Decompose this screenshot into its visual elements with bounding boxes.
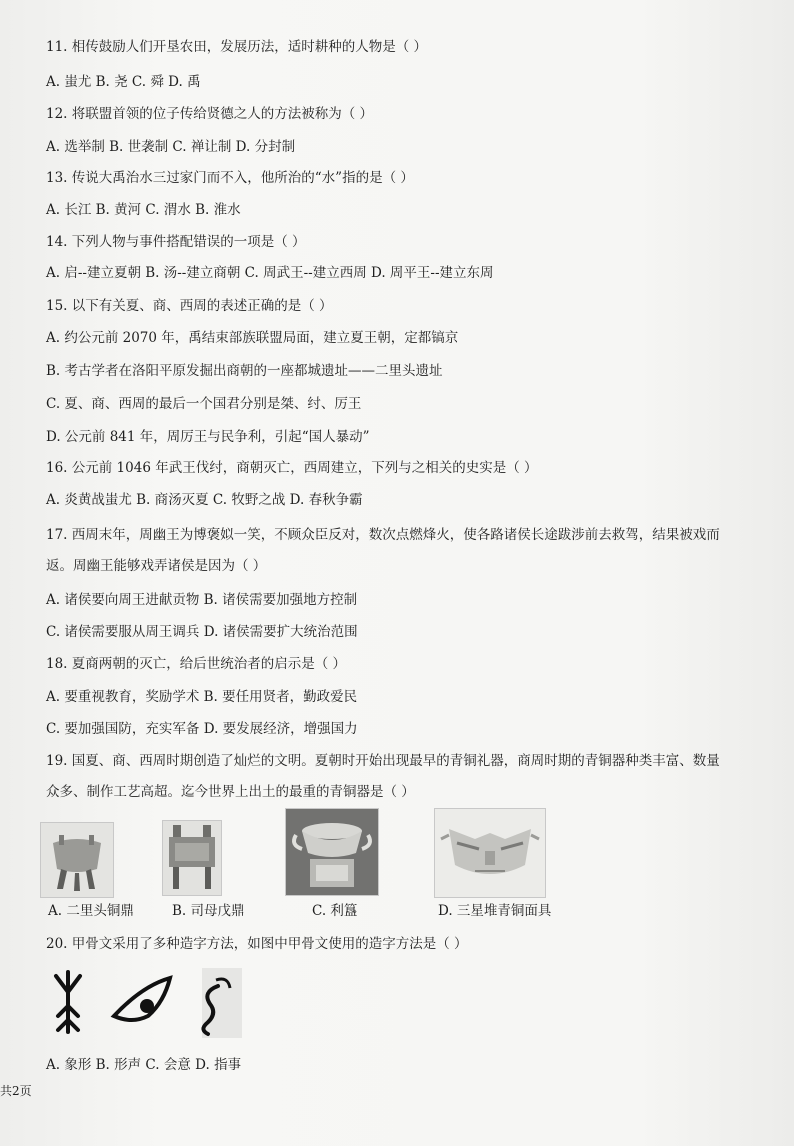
li-gui-image (285, 808, 379, 896)
question-17-options-ab: A. 诸侯要向周王进献贡物 B. 诸侯需要加强地方控制 (46, 592, 358, 608)
question-14-stem: 14. 下列人物与事件搭配错误的一项是（ ） (46, 234, 306, 250)
sanxingdui-mask-image (434, 808, 546, 898)
question-11-options: A. 蚩尤 B. 尧 C. 舜 D. 禹 (46, 74, 201, 90)
caption-b: B. 司母戊鼎 (172, 903, 245, 919)
erlitou-ding-image (40, 822, 114, 898)
question-18-stem: 18. 夏商两朝的灭亡，给后世统治者的启示是（ ） (46, 656, 347, 672)
question-20-stem: 20. 甲骨文采用了多种造字方法，如图中甲骨文使用的造字方法是（ ） (46, 936, 468, 952)
question-14-options: A. 启--建立夏朝 B. 汤--建立商朝 C. 周武王--建立西周 D. 周平王--建立东周 (46, 265, 494, 281)
question-15-option-a: A. 约公元前 2070 年，禹结束部族联盟局面，建立夏王朝，定都镐京 (46, 330, 459, 346)
simuwu-ding-image (162, 820, 222, 896)
question-15-option-c: C. 夏、商、西周的最后一个国君分别是桀、纣、厉王 (46, 396, 362, 412)
question-13-options: A. 长江 B. 黄河 C. 渭水 B. 淮水 (46, 202, 241, 218)
question-18-options-cd: C. 要加强国防，充实军备 D. 要发展经济，增强国力 (46, 721, 358, 737)
question-17-options-cd: C. 诸侯需要服从周王调兵 D. 诸侯需要扩大统治范围 (46, 624, 358, 640)
question-12-options: A. 选举制 B. 世袭制 C. 禅让制 D. 分封制 (46, 139, 296, 155)
question-19-stem: 19. 国夏、商、西周时期创造了灿烂的文明。夏朝时开始出现最早的青铜礼器，商周时期的青铜器种类丰富、数量 (46, 753, 720, 769)
question-17-stem: 17. 西周末年，周幽王为博褒姒一笑，不顾众臣反对，数次点燃烽火，使各路诸侯长途跋涉前去救驾，结果被戏而 (46, 527, 720, 543)
caption-c: C. 利簋 (312, 903, 358, 919)
caption-d: D. 三星堆青铜面具 (438, 903, 552, 919)
caption-a: A. 二里头铜鼎 (48, 903, 134, 919)
question-18-options-ab: A. 要重视教育，奖励学术 B. 要任用贤者，勤政爱民 (46, 689, 358, 705)
question-15-stem: 15. 以下有关夏、商、西周的表述正确的是（ ） (46, 298, 333, 314)
question-20-options: A. 象形 B. 形声 C. 会意 D. 指事 (46, 1057, 242, 1073)
question-15-option-b: B. 考古学者在洛阳平原发掘出商朝的一座都城遗址——二里头遗址 (46, 363, 443, 379)
question-16-stem: 16. 公元前 1046 年武王伐纣，商朝灭亡，西周建立，下列与之相关的史实是（ ） (46, 460, 538, 476)
question-16-options: A. 炎黄战蚩尤 B. 商汤灭夏 C. 牧野之战 D. 春秋争霸 (46, 492, 363, 508)
question-15-option-d: D. 公元前 841 年，周厉王与民争利，引起“国人暴动” (46, 429, 370, 445)
question-13-stem: 13. 传说大禹治水三过家门而不入，他所治的“水”指的是（ ） (46, 170, 414, 186)
oracle-bone-characters-image (52, 968, 252, 1042)
page-footer: 共2页 (0, 1084, 32, 1098)
question-17-stem-cont: 返。周幽王能够戏弄诸侯是因为（ ） (46, 558, 267, 574)
question-19-stem-cont: 众多、制作工艺高超。迄今世界上出土的最重的青铜器是（ ） (46, 784, 415, 800)
question-11-stem: 11. 相传鼓励人们开垦农田，发展历法，适时耕种的人物是（ ） (46, 39, 428, 55)
question-12-stem: 12. 将联盟首领的位子传给贤德之人的方法被称为（ ） (46, 106, 374, 122)
